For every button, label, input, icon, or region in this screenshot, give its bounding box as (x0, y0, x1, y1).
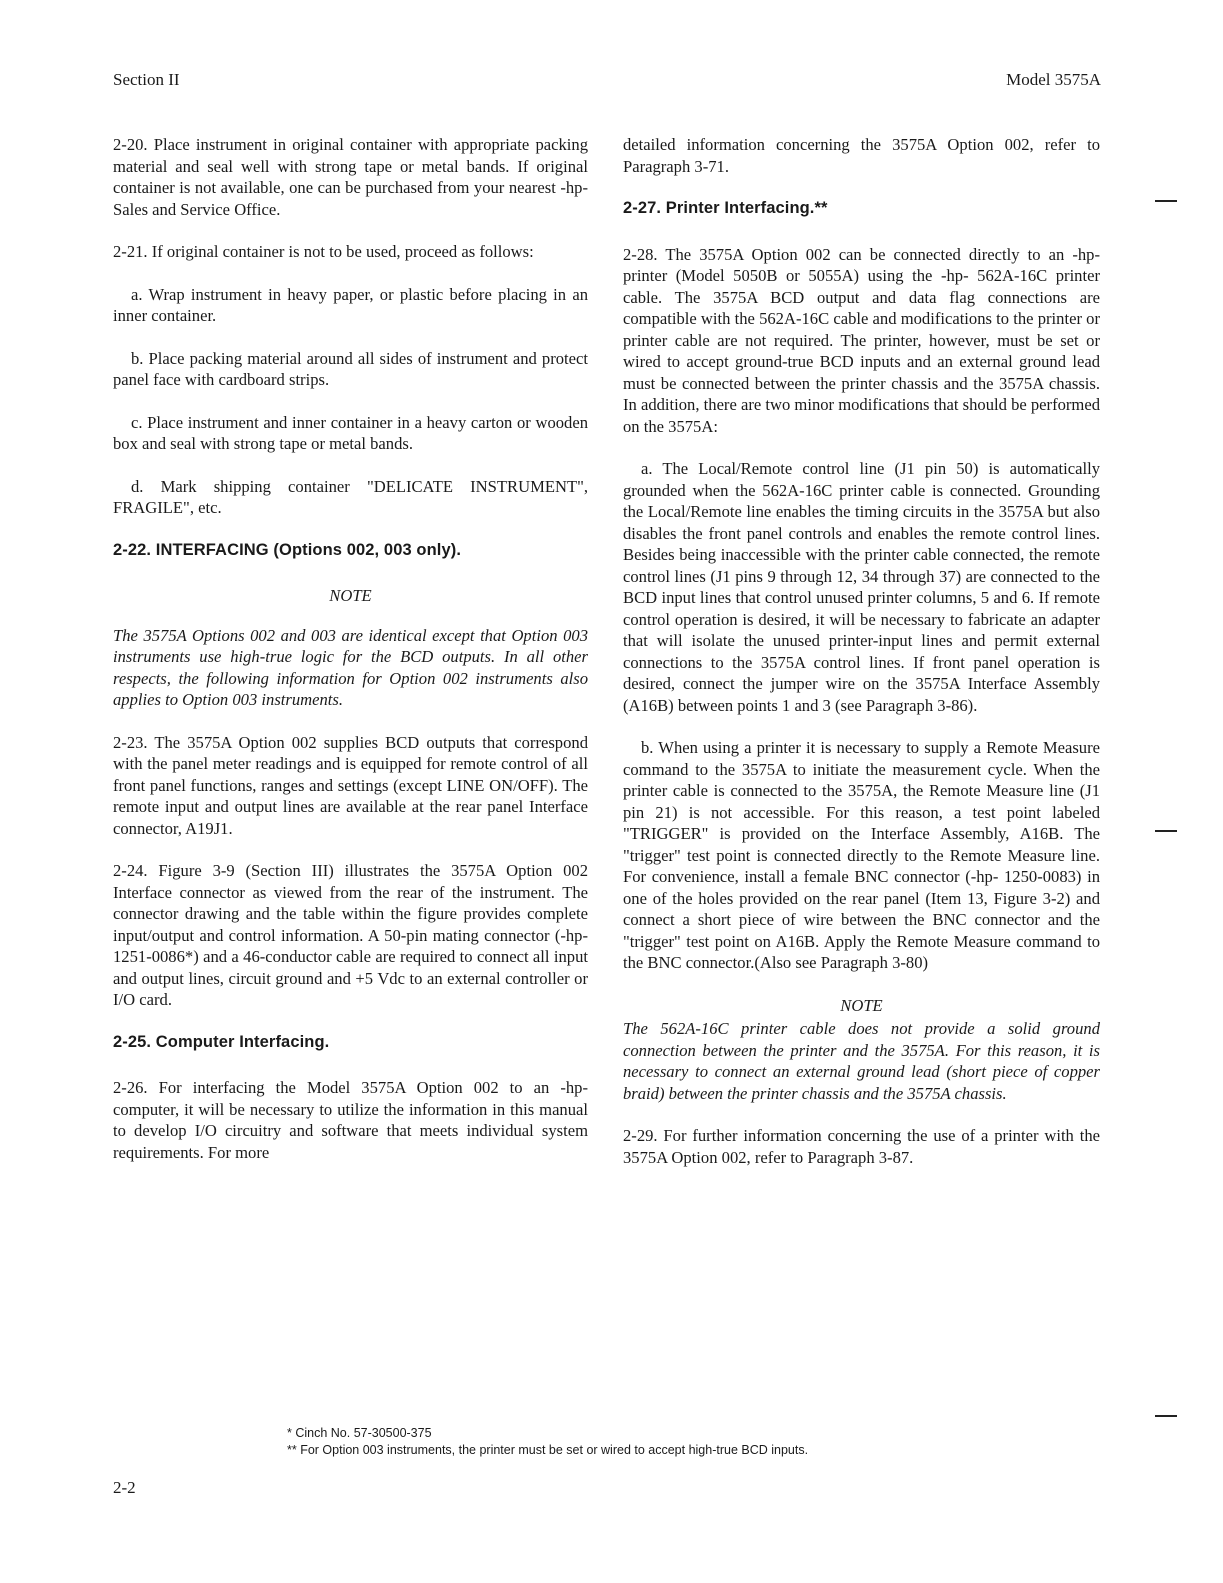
paragraph-2-28: 2-28. The 3575A Option 002 can be connected directly to an -hp- printer (Model 5050B or 5055A) using the -hp- 562A-16C printer cable. The 3575A BCD output and data flag connections are compatible with the 562A-16C cable and modifications to the printer or printer cable are not required. The printer, however, must be set or wired to accept ground-true BCD inputs and an external ground lead must be connected between the printer chassis and the 3575A chassis. In addition, there are two minor modifications that should be performed on the 3575A: (623, 244, 1100, 436)
footnotes (287, 1425, 808, 1459)
heading-computer-interfacing: 2-25. Computer Interfacing. (113, 1032, 330, 1051)
note-title: NOTE (840, 995, 883, 1015)
margin-mark (1155, 830, 1177, 832)
note-body: The 562A-16C printer cable does not provide a solid ground connection between the printer and the 3575A. For this reason, it is necessary to connect an external ground lead (short piece of copper braid) between the printer chassis and the 3575A chassis. (623, 1019, 1100, 1103)
list-item-b: b. Place packing material around all sides of instrument and protect panel face with cardboard strips. (113, 348, 588, 389)
heading-printer-interfacing: 2-27. Printer Interfacing.** (623, 199, 828, 217)
footnote-1: * Cinch No. 57-30500-375 (287, 1426, 432, 1440)
section-label: Section II (113, 70, 180, 89)
list-item-a: a. Wrap instrument in heavy paper, or plastic before placing in an inner container. (113, 284, 588, 325)
note-body: The 3575A Options 002 and 003 are identical except that Option 003 instruments use high-true logic for the BCD outputs. In all other respects, the following information for Option 002 instruments also applies to Option 003 instruments. (113, 625, 588, 709)
page-number: 2-2 (113, 1478, 136, 1497)
paragraph-2-21: 2-21. If original container is not to be used, proceed as follows: (113, 242, 534, 261)
margin-mark (1155, 200, 1177, 202)
paragraph-continued: detailed information concerning the 3575A Option 002, refer to Paragraph 3-71. (623, 135, 1100, 176)
list-item-d: d. Mark shipping container "DELICATE INSTRUMENT", FRAGILE", etc. (113, 476, 588, 517)
paragraph-2-26: 2-26. For interfacing the Model 3575A Option 002 to an -hp- computer, it will be necessary to utilize the information in this manual to develop I/O circuitry and software that meets individual system requirements. For more (113, 1078, 588, 1162)
heading-interfacing: 2-22. INTERFACING (Options 002, 003 only). (113, 540, 462, 559)
paragraph-2-24: 2-24. Figure 3-9 (Section III) illustrates the 3575A Option 002 Interface connector as viewed from the rear of the instrument. The connector drawing and the table within the figure provides complete input/output and control information. A 50-pin mating connector (-hp- 1251-0086*) and a 46-conductor cable are required to connect all input and output lines, circuit ground and +5 Vdc to an external controller or I/O card. (113, 861, 588, 1009)
margin-mark (1155, 1415, 1177, 1417)
list-item-b: b. When using a printer it is necessary to supply a Remote Measure command to the 3575A to initiate the measurement cycle. When the printer cable is connected to the 3575A, the Remote Measure line (J1 pin 21) is not accessible. For this reason, a test point labeled "TRIGGER" is provided on the Interface Assembly, A16B. The "trigger" test point is connected directly to the Remote Measure line. For convenience, install a female BNC connector (-hp- 1250-0083) in one of the holes provided on the rear panel (Item 13, Figure 3-2) and connect a short piece of wire between the BNC connector and the "trigger" test point on A16B. Apply the Remote Measure command to the BNC connector.(Also see Paragraph 3-80) (623, 738, 1100, 972)
note-title: NOTE (329, 586, 372, 605)
footnote-2: ** For Option 003 instruments, the printer must be set or wired to accept high-true BCD inputs. (287, 1443, 809, 1457)
left-column (113, 134, 588, 1184)
paragraph-2-29: 2-29. For further information concerning the use of a printer with the 3575A Option 002, refer to Paragraph 3-87. (623, 1126, 1100, 1167)
model-label: Model 3575A (1006, 70, 1101, 89)
paragraph-2-20: 2-20. Place instrument in original container with appropriate packing material and seal well with strong tape or metal bands. If original container is not available, one can be purchased from your nearest -hp- Sales and Service Office. (113, 135, 588, 219)
paragraph-2-23: 2-23. The 3575A Option 002 supplies BCD outputs that correspond with the panel meter readings and is equipped for remote control of all front panel functions, ranges and settings (except LINE ON/OFF). The remote input and output lines are available at the rear panel Interface connector, A19J1. (113, 732, 588, 838)
list-item-a: a. The Local/Remote control line (J1 pin 50) is automatically grounded when the 562A-16C printer cable is connected. Grounding the Local/Remote line enables the timing circuits in the 3575A but also disables the front panel controls and enables the remote control lines. Besides being inaccessible with the printer cable connected, the remote control lines (J1 pins 9 through 12, 34 through 37) are connected to the BCD input lines that control unused printer columns, 5 and 6. If remote control operation is desired, it will be necessary to fabricate an adapter that will isolate the unused printer-input lines and permit external connections to the 3575A control lines. If front panel operation is desired, connect the jumper wire on the 3575A Interface Assembly (A16B) between points 1 and 3 (see Paragraph 3-86). (623, 459, 1100, 715)
right-column (623, 134, 1100, 1189)
list-item-c: c. Place instrument and inner container in a heavy carton or wooden box and seal with strong tape or metal bands. (113, 412, 588, 453)
